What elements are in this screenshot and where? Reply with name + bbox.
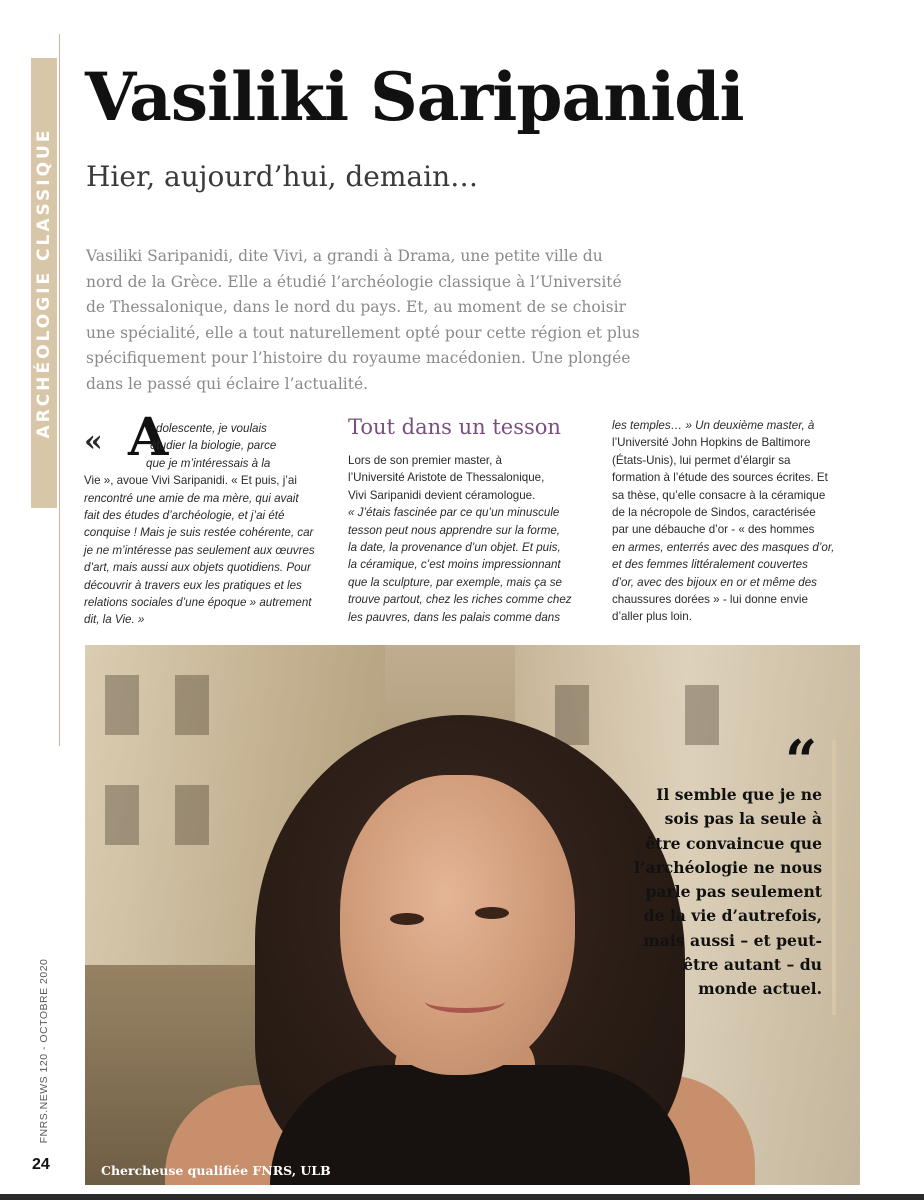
col2-line: tesson peut nous apprendre sur la forme, xyxy=(348,523,561,537)
rubric-label: ARCHÉOLOGIE CLASSIQUE xyxy=(34,127,54,439)
col1-line: je ne m’intéresse pas seulement aux œuvres xyxy=(84,543,315,557)
rubric-rule xyxy=(59,34,60,746)
intro-line: de Thessalonique, dans le nord du pays. Et, au moment de se choisir xyxy=(86,298,626,316)
portrait-top xyxy=(270,1065,690,1185)
col2-line: l’Université Aristote de Thessalonique, xyxy=(348,471,545,485)
pull-quote-rule xyxy=(832,740,836,1015)
pull-quote-line: mais aussi – et peut- xyxy=(643,930,822,950)
col1-line: rencontré une amie de ma mère, qui avait xyxy=(84,491,299,505)
photo-caption: Chercheuse qualifiée FNRS, ULB xyxy=(101,1163,331,1178)
pull-quote-line: être convaincue que xyxy=(645,833,822,853)
building-window xyxy=(175,785,209,845)
folio: FNRS.NEWS 120 - OCTOBRE 2020 xyxy=(38,958,50,1144)
portrait-face xyxy=(340,775,575,1075)
col3-line: d’aller plus loin. xyxy=(612,610,692,624)
portrait-eye xyxy=(390,913,424,925)
col3-line: sa thèse, qu’elle consacre à la céramique xyxy=(612,488,826,502)
building-window xyxy=(175,675,209,735)
col1-line: découvrir à travers eux les pratiques et les xyxy=(84,578,302,592)
building-window xyxy=(105,785,139,845)
col2-line: que la sculpture, par exemple, mais ça se xyxy=(348,575,562,589)
col2-line: trouve partout, chez les riches comme chez xyxy=(348,593,572,607)
col3-line: et des femmes littéralement couvertes xyxy=(612,558,808,572)
portrait-eye xyxy=(475,907,509,919)
open-quote-mark: « xyxy=(84,424,103,459)
portrait-smile xyxy=(425,990,505,1013)
intro-line: spécifiquement pour l’histoire du royaume macédonien. Une plongée xyxy=(86,349,631,367)
body-column-3 xyxy=(612,417,862,626)
body-column-1 xyxy=(84,420,334,629)
building-window xyxy=(555,685,589,745)
pull-quote-line: Il semble que je ne xyxy=(656,785,822,804)
intro-paragraph xyxy=(86,244,726,397)
col1-line: dolescente, je voulais xyxy=(156,422,267,435)
pull-quote xyxy=(600,783,822,1002)
pull-quote-line: parle pas seulement xyxy=(645,882,822,902)
pull-quote-line: sois pas la seule à xyxy=(664,809,822,829)
pull-quote-line: monde actuel. xyxy=(698,979,822,999)
intro-line: une spécialité, elle a tout naturellement opté pour cette région et plus xyxy=(86,323,640,342)
col3-line: formation à l’étude des sources écrites. Et xyxy=(612,471,828,485)
section-heading: Tout dans un tesson xyxy=(348,415,561,439)
body-column-2 xyxy=(348,452,588,626)
col1-line: dit, la Vie. » xyxy=(84,613,145,627)
col3-line: l’Université John Hopkins de Baltimore xyxy=(612,436,811,450)
col2-line: « J’étais fascinée par ce qu’un minuscule xyxy=(348,506,560,520)
col2-line: la céramique, c’est moins impressionnant xyxy=(348,558,561,572)
col1-line: que je m’intéressais à la xyxy=(146,456,271,470)
pull-quote-line: l’archéologie ne nous xyxy=(634,857,822,877)
pull-quote-mark: “ xyxy=(785,728,818,794)
drop-cap: A xyxy=(128,407,169,468)
col3-line: d’or, avec des bijoux en or et même des xyxy=(612,575,817,589)
col2-line: la date, la provenance d’un objet. Et puis, xyxy=(348,541,561,555)
col1-line: d’art, mais aussi aux objets quotidiens. Pour xyxy=(84,561,311,575)
intro-line: Vasiliki Saripanidi, dite Vivi, a grandi à Drama, une petite ville du xyxy=(86,247,603,265)
col2-line: les pauvres, dans les palais comme dans xyxy=(348,610,561,624)
page-number: 24 xyxy=(32,1156,50,1173)
col2-line: Lors de son premier master, à xyxy=(348,454,503,467)
col3-line: de la nécropole de Sindos, caractérisée xyxy=(612,506,816,520)
col1-line: fait des études d’archéologie, et j’ai été xyxy=(84,509,285,523)
building-window xyxy=(105,675,139,735)
col3-line: les temples… » Un deuxième master, à xyxy=(612,419,815,432)
col3-line: (États-Unis), lui permet d’élargir sa xyxy=(612,453,791,467)
pull-quote-line: être autant – du xyxy=(683,955,822,975)
col3-line: chaussures dorées » - lui donne envie xyxy=(612,593,808,607)
page-title: Vasiliki Saripanidi xyxy=(85,58,744,136)
page-subtitle: Hier, aujourd’hui, demain… xyxy=(86,160,479,193)
col1-line: étudier la biologie, parce xyxy=(150,439,277,453)
col3-line: en armes, enterrés avec des masques d’or, xyxy=(612,540,835,554)
intro-line: dans le passé qui éclaire l’actualité. xyxy=(86,374,369,393)
col2-line: Vivi Saripanidi devient céramologue. xyxy=(348,488,536,502)
intro-line: nord de la Grèce. Elle a étudié l’archéologie classique à l’Université xyxy=(86,272,622,291)
building-window xyxy=(685,685,719,745)
col1-line: Vie », avoue Vivi Saripanidi. « Et puis, j’ai xyxy=(84,474,297,488)
col3-line: par une débauche d’or - « des hommes xyxy=(612,523,815,537)
col1-line: conquise ! Mais je suis restée cohérente, car xyxy=(84,526,314,540)
bottom-bar xyxy=(0,1194,924,1200)
pull-quote-line: de la vie d’autrefois, xyxy=(643,906,822,926)
col1-line: relations sociales d’une époque » autrement xyxy=(84,596,312,610)
